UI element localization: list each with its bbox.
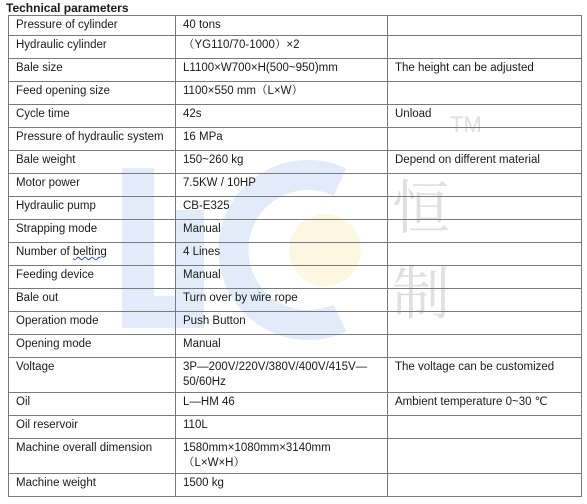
parameter-label: Bale size [9, 59, 176, 82]
parameter-value: 1100×550 mm（L×W） [176, 82, 388, 105]
parameter-note [388, 474, 582, 497]
parameter-note [388, 312, 582, 335]
parameter-label: Hydraulic cylinder [9, 36, 176, 59]
table-row [9, 59, 582, 82]
parameter-note [388, 335, 582, 358]
spellcheck-word: belting [72, 246, 107, 258]
parameter-label: Pressure of hydraulic system [9, 128, 176, 151]
parameter-note: The voltage can be customized [388, 358, 582, 393]
parameter-label: Oil [9, 393, 176, 416]
table-row [9, 105, 582, 128]
table-row [9, 393, 582, 416]
parameter-value: 7.5KW / 10HP [176, 174, 388, 197]
parameter-note [388, 128, 582, 151]
parameter-value: L—HM 46 [176, 393, 388, 416]
parameter-value: 150~260 kg [176, 151, 388, 174]
parameter-label: Cycle time [9, 105, 176, 128]
table-row [9, 151, 582, 174]
parameter-note [388, 16, 582, 36]
watermark-char-1: 恒 [392, 174, 451, 242]
table-row [9, 439, 582, 474]
table-row [9, 174, 582, 197]
section-title: Technical parameters [6, 1, 129, 15]
parameter-label: Machine overall dimension [9, 439, 176, 474]
parameter-label: Bale out [9, 289, 176, 312]
parameter-note [388, 266, 582, 289]
table-row [9, 36, 582, 59]
parameter-note: Depend on different material [388, 151, 582, 174]
table-row [9, 16, 582, 36]
parameter-value: L1100×W700×H(500~950)mm [176, 59, 388, 82]
parameter-label: Pressure of cylinder [9, 16, 176, 36]
table-row [9, 266, 582, 289]
parameter-label: Bale weight [9, 151, 176, 174]
parameter-label: Operation mode [9, 312, 176, 335]
parameter-label: Motor power [9, 174, 176, 197]
parameter-note [388, 174, 582, 197]
parameter-note: Ambient temperature 0~30 ℃ [388, 393, 582, 416]
table-row [9, 474, 582, 497]
parameter-note [388, 220, 582, 243]
table-row [9, 335, 582, 358]
parameter-note [388, 439, 582, 474]
parameter-note [388, 416, 582, 439]
parameter-label: Number of belting [9, 243, 176, 266]
parameter-value: Push Button [176, 312, 388, 335]
parameter-value: 16 MPa [176, 128, 388, 151]
parameter-label: Strapping mode [9, 220, 176, 243]
parameter-label: Feed opening size [9, 82, 176, 105]
parameter-label: Oil reservoir [9, 416, 176, 439]
watermark-tm: TM [450, 112, 482, 137]
parameter-note: The height can be adjusted [388, 59, 582, 82]
parameter-note [388, 82, 582, 105]
table-row [9, 82, 582, 105]
parameter-value: 1500 kg [176, 474, 388, 497]
parameter-value: 3P—200V/220V/380V/400V/415V—50/60Hz [176, 358, 388, 393]
parameter-label: Voltage [9, 358, 176, 393]
parameter-note [388, 197, 582, 220]
parameter-value: 1580mm×1080mm×3140mm（L×W×H） [176, 439, 388, 474]
parameter-value: 4 Lines [176, 243, 388, 266]
parameter-value: 110L [176, 416, 388, 439]
table-row [9, 312, 582, 335]
parameter-label: Machine weight [9, 474, 176, 497]
parameter-note [388, 289, 582, 312]
parameter-note [388, 36, 582, 59]
table-row [9, 243, 582, 266]
parameter-value: Turn over by wire rope [176, 289, 388, 312]
parameter-value: Manual [176, 266, 388, 289]
parameter-note: Unload [388, 105, 582, 128]
technical-parameters-table [8, 15, 582, 497]
parameter-value: Manual [176, 220, 388, 243]
parameter-value: CB-E325 [176, 197, 388, 220]
table-row [9, 358, 582, 393]
table-row [9, 197, 582, 220]
parameter-label: Feeding device [9, 266, 176, 289]
table-row [9, 289, 582, 312]
table-row [9, 220, 582, 243]
parameter-note [388, 243, 582, 266]
parameter-value: 42s [176, 105, 388, 128]
parameter-label: Hydraulic pump [9, 197, 176, 220]
parameter-value: （YG110/70-1000）×2 [176, 36, 388, 59]
parameter-value: 40 tons [176, 16, 388, 36]
table-row [9, 416, 582, 439]
watermark-char-2: 制 [392, 260, 451, 328]
parameter-label: Opening mode [9, 335, 176, 358]
parameter-value: Manual [176, 335, 388, 358]
table-row [9, 128, 582, 151]
